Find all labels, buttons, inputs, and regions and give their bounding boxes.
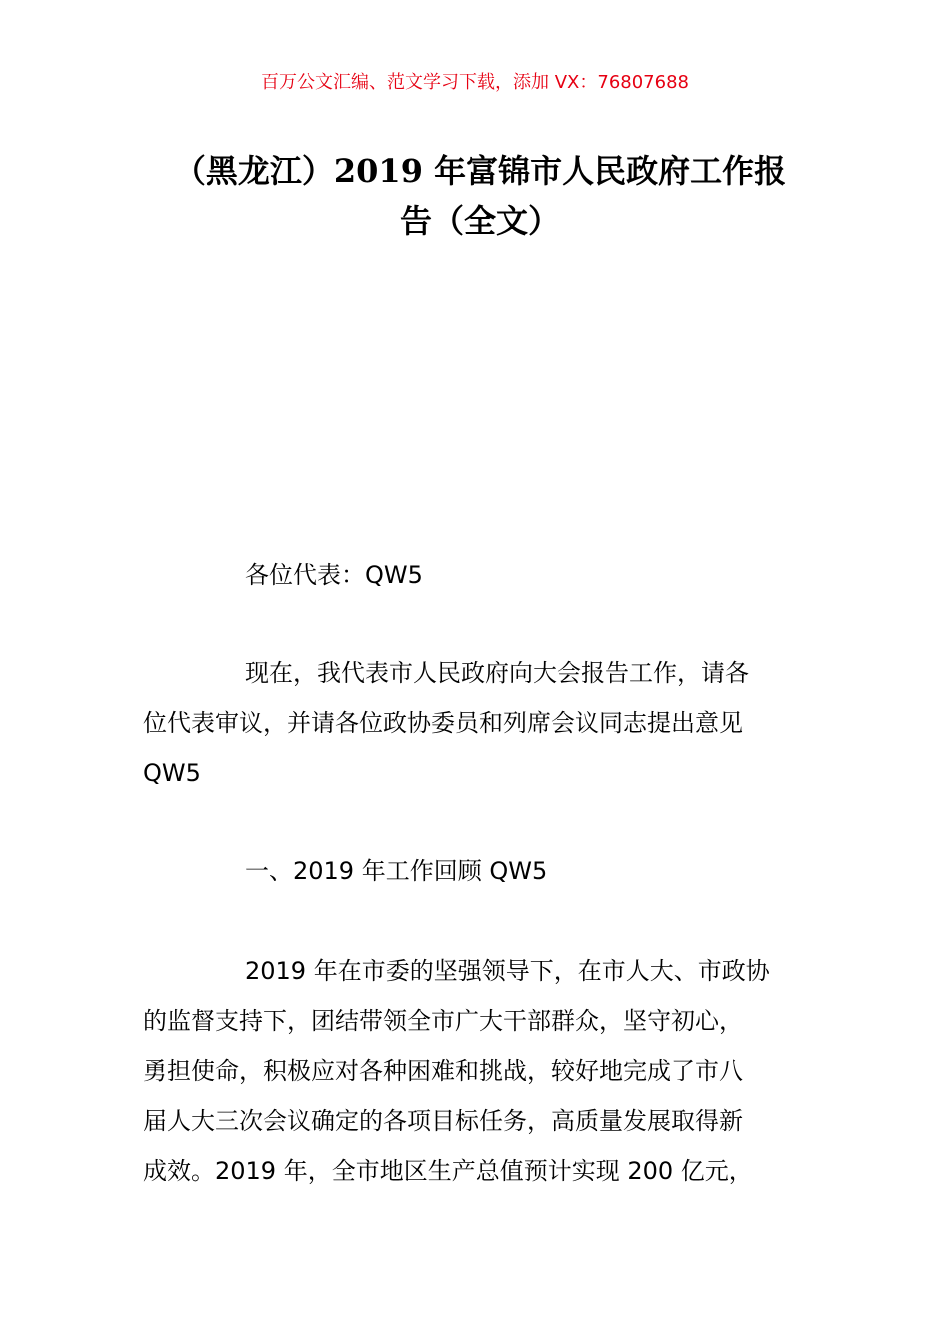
document-title-line-2: 告（全文） — [399, 202, 560, 240]
paragraph-line: QW5 — [143, 759, 201, 787]
paragraph-line: 勇担使命，积极应对各种困难和挑战，较好地完成了市八 — [143, 1057, 743, 1085]
document-title — [140, 146, 820, 246]
paragraph-line: 2019 年在市委的坚强领导下，在市人大、市政协 — [245, 957, 770, 985]
header-watermark-note: 百万公文汇编、范文学习下载，添加 VX：76807688 — [261, 72, 689, 93]
paragraph-line: 现在，我代表市人民政府向大会报告工作，请各 — [245, 659, 749, 687]
salutation — [143, 550, 807, 600]
paragraph-opening — [143, 648, 807, 798]
paragraph-line: 届人大三次会议确定的各项目标任务，高质量发展取得新 — [143, 1107, 743, 1135]
paragraph-line: 成效。2019 年，全市地区生产总值预计实现 200 亿元， — [143, 1157, 753, 1185]
salutation-text: 各位代表：QW5 — [245, 561, 423, 589]
paragraph-line: 的监督支持下，团结带领全市广大干部群众，坚守初心， — [143, 1007, 743, 1035]
paragraph-line: 位代表审议，并请各位政协委员和列席会议同志提出意见 — [143, 709, 743, 737]
document-title-line-1: （黑龙江）2019 年富锦市人民政府工作报 — [173, 152, 787, 190]
paragraph-review — [143, 946, 807, 1196]
section-heading-text: 一、2019 年工作回顾 QW5 — [245, 857, 548, 885]
section-heading — [143, 846, 807, 896]
